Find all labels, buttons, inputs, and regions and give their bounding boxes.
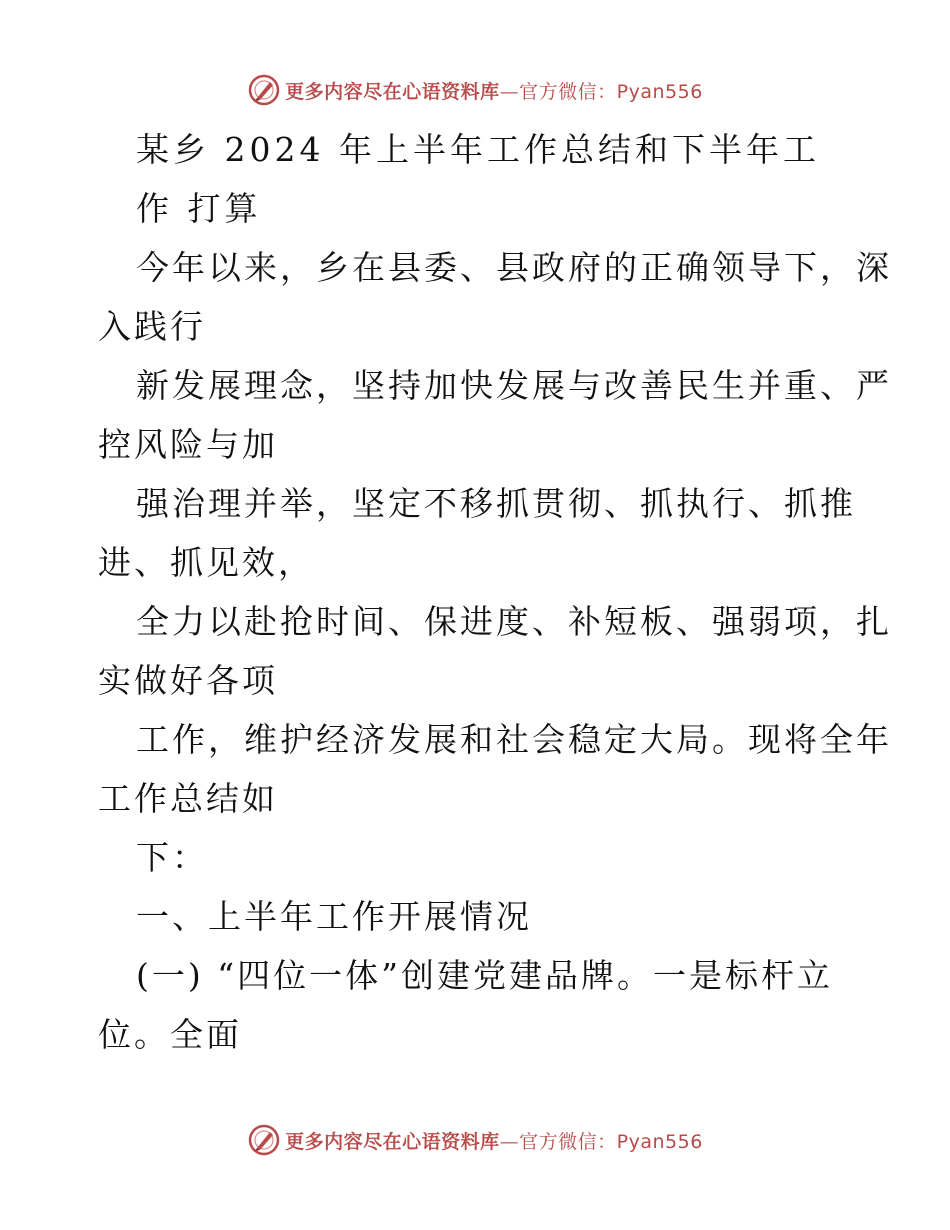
- section-heading: 一、上半年工作开展情况: [136, 897, 532, 936]
- watermark-wechat-text: 官方微信：Pyan556: [519, 1130, 703, 1153]
- pen-nib-seal-icon: [247, 73, 281, 107]
- document-title-line-1: 某乡 2024 年上半年工作总结和下半年工: [136, 130, 820, 169]
- paragraph-line: 进、抓见效，: [98, 543, 314, 582]
- footer-watermark: [0, 1120, 950, 1160]
- subsection-line-1: (一) “四位一体”创建党建品牌。一是标杆立: [136, 956, 833, 995]
- paragraph-line: 下：: [136, 838, 208, 877]
- paragraph-line: 工作总结如: [98, 779, 278, 818]
- subsection-line-2: 位。全面: [98, 1015, 242, 1054]
- watermark-site-text: 更多内容尽在心语资料库: [285, 1130, 500, 1153]
- paragraph-line: 强治理并举，坚定不移抓贯彻、抓执行、抓推: [136, 484, 856, 523]
- document-body: [98, 120, 892, 1064]
- paragraph-line: 控风险与加: [98, 425, 278, 464]
- paragraph-line: 全力以赴抢时间、保进度、补短板、强弱项，扎: [136, 602, 892, 641]
- paragraph-line: 新发展理念，坚持加快发展与改善民生并重、严: [136, 366, 892, 405]
- watermark-text: [285, 77, 703, 104]
- paragraph-line: 工作，维护经济发展和社会稳定大局。现将全年: [136, 720, 892, 759]
- header-watermark: [0, 70, 950, 110]
- pen-nib-seal-icon: [247, 1123, 281, 1157]
- paragraph-line: 入践行: [98, 307, 206, 346]
- paragraph-line: 实做好各项: [98, 661, 278, 700]
- watermark-separator: —: [499, 80, 520, 103]
- watermark-text: [285, 1127, 703, 1154]
- watermark-site-text: 更多内容尽在心语资料库: [285, 80, 500, 103]
- watermark-separator: —: [499, 1130, 520, 1153]
- document-title-line-2: 作 打算: [136, 189, 262, 228]
- paragraph-line: 今年以来，乡在县委、县政府的正确领导下，深: [136, 248, 892, 287]
- watermark-wechat-text: 官方微信：Pyan556: [519, 80, 703, 103]
